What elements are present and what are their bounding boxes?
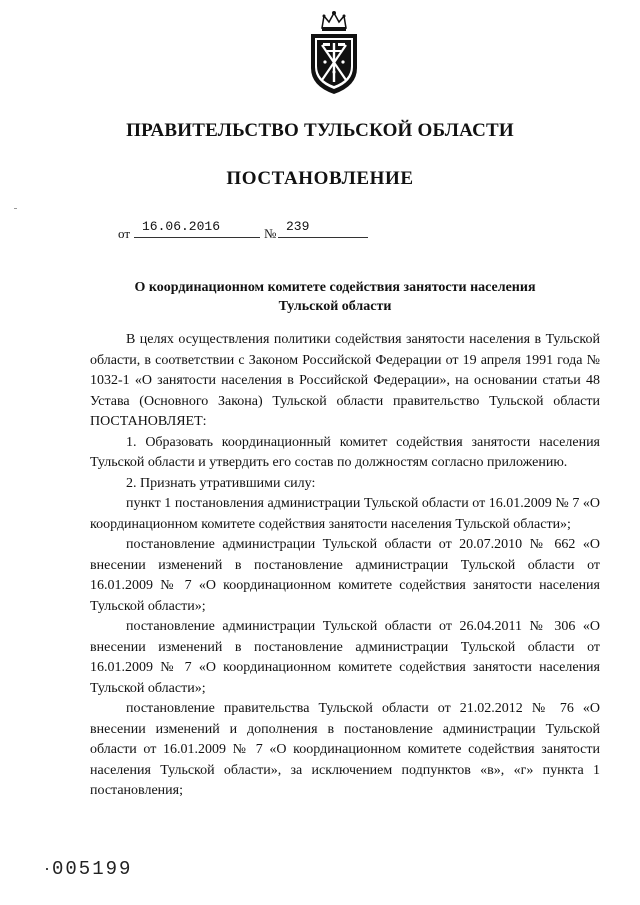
paragraph: постановление администрации Тульской области от 26.04.2011 № 306 «О внесении изменений в постановление администрации Тульской области от 16.01.2009 № 7 «О координационном комитете содействия занятости населения Тульской области»; — [90, 619, 600, 696]
tula-coat-of-arms-icon — [303, 10, 365, 96]
date-prefix: от — [118, 226, 131, 241]
paragraph: В целях осуществления политики содействия занятости населения в Тульской области, в соответствии с Законом Российской Федерации от 19 апреля 1991 года № 1032-1 «О занятости населения в Российской Федерации», на основании статьи 48 Устава (Основного Закона) Тульской области правительство Тульской области ПОСТАНОВЛЯЕТ: — [90, 332, 600, 429]
subject-line: Тульской области — [278, 299, 392, 314]
paragraph: 1. Образовать координационный комитет содействия занятости населения Тульской области и утвердить его состав по должностям согласно приложению. — [90, 434, 600, 470]
subject-line: О координационном комитете содействия занятости населения — [134, 280, 536, 295]
paragraph: постановление правительства Тульской области от 21.02.2012 № 76 «О внесении изменений и дополнения в постановление администрации Тульской области от 16.01.2009 № 7 «О координационном комитете содействия занятости населения Тульской области», за исключением подпунктов «в», «г» пункта 1 постановления; — [90, 701, 600, 798]
document-type: ПОСТАНОВЛЕНИЕ — [226, 168, 414, 189]
document-date: 16.06.2016 — [142, 219, 221, 234]
government-title: ПРАВИТЕЛЬСТВО ТУЛЬСКОЙ ОБЛАСТИ — [126, 120, 514, 141]
paragraph: 2. Признать утратившими силу: — [126, 475, 316, 491]
margin-mark — [14, 208, 17, 209]
paragraph: пункт 1 постановления администрации Тульской области от 16.01.2009 № 7 «О координационном комитете содействия занятости населения Тульской области»; — [90, 496, 600, 532]
paragraph: постановление администрации Тульской области от 20.07.2010 № 662 «О внесении изменений в постановление администрации Тульской области от 16.01.2009 № 7 «О координационном комитете содействия занятости населения Тульской области»; — [90, 537, 600, 614]
number-prefix: № — [264, 226, 277, 241]
registration-number-value: 005199 — [52, 858, 133, 880]
document-number: 239 — [286, 219, 310, 234]
document-body — [90, 330, 600, 802]
document-subject — [120, 278, 550, 316]
registration-number — [46, 858, 132, 880]
